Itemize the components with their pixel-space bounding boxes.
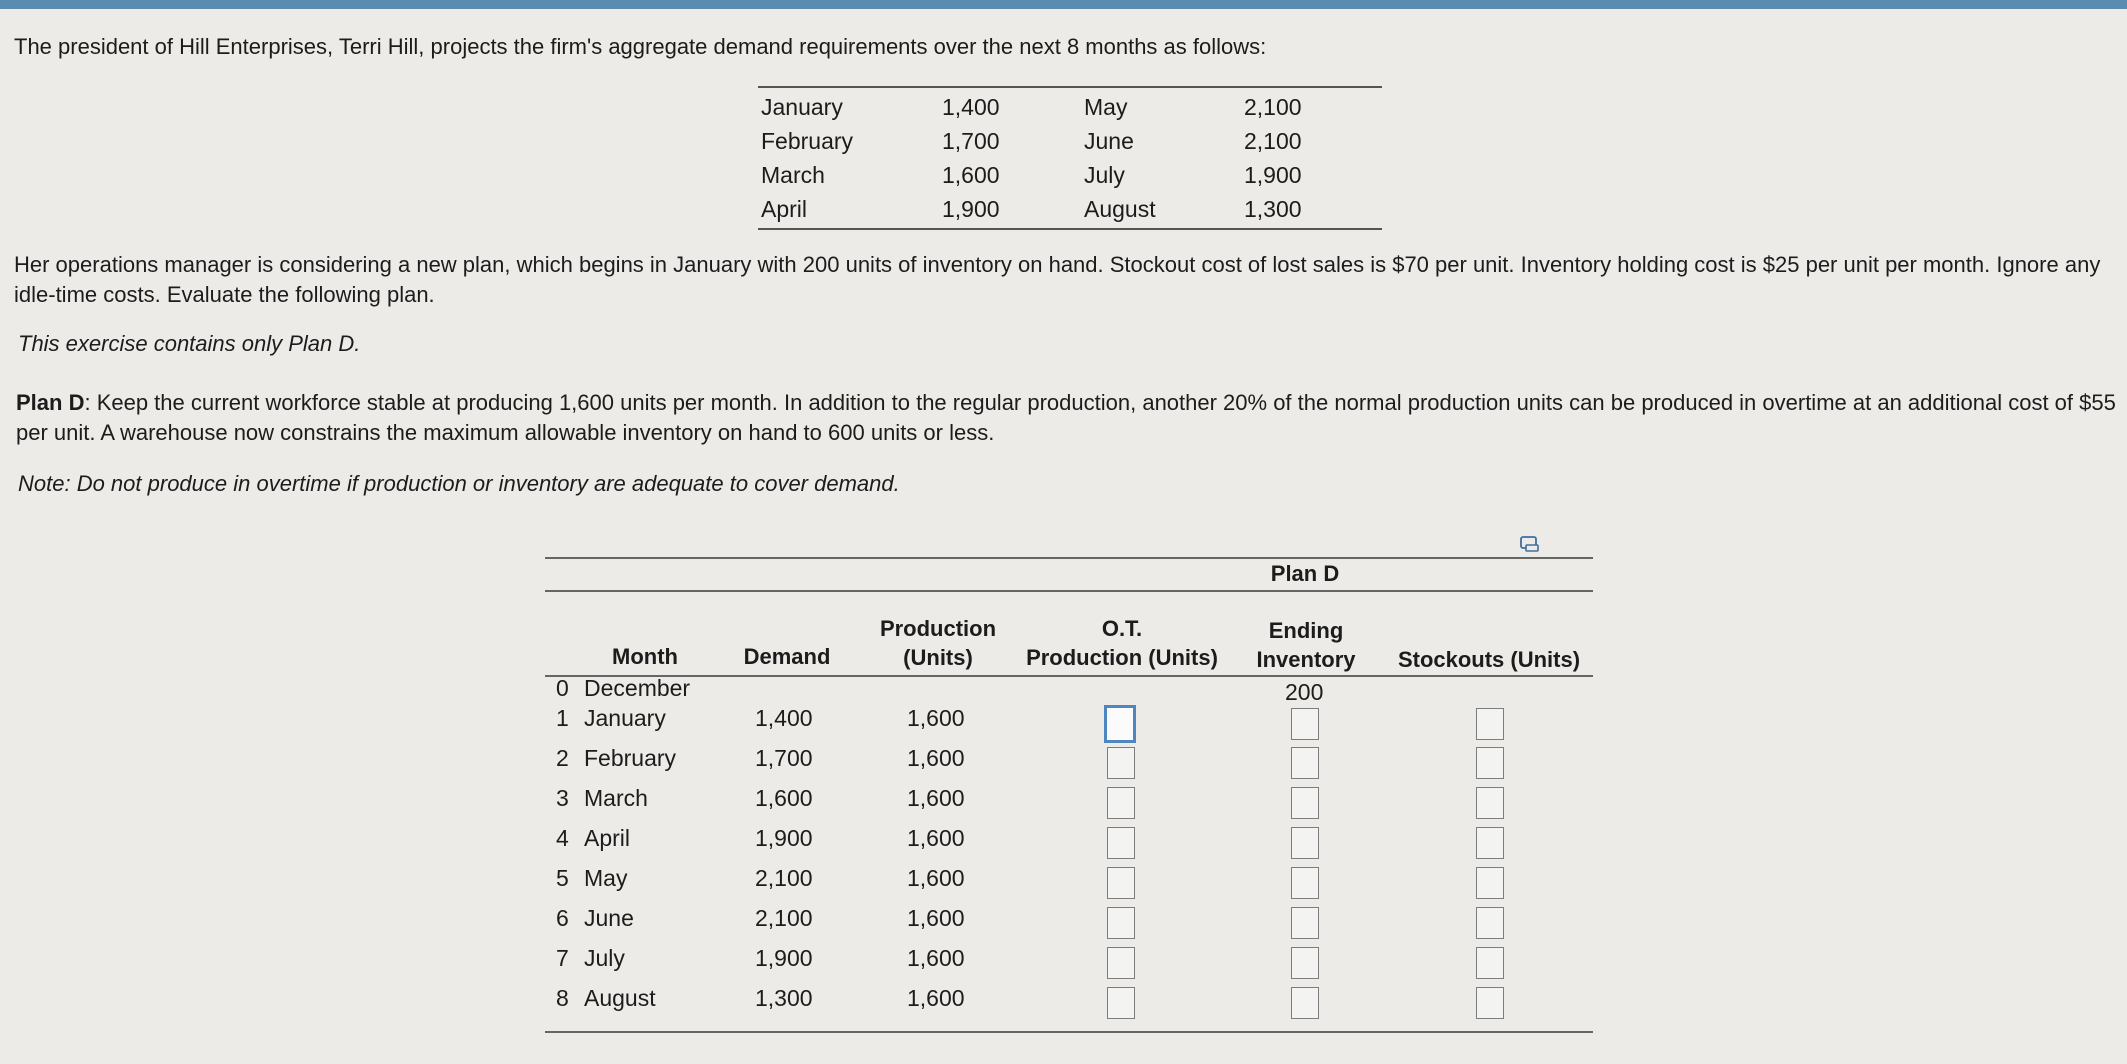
stockouts-input[interactable] <box>1476 708 1504 740</box>
row-demand: 1,900 <box>755 945 813 971</box>
header-month: Month <box>612 644 678 669</box>
row-production: 1,600 <box>907 745 965 771</box>
row-demand: 1,300 <box>755 985 813 1011</box>
row-demand: 1,900 <box>755 825 813 851</box>
row-number: 7 <box>556 945 569 971</box>
overtime-note: Note: Do not produce in overtime if production or inventory are adequate to cover demand. <box>18 471 900 496</box>
header-production-line2: (Units) <box>903 645 973 670</box>
demand-month: May <box>1084 94 1128 120</box>
row-production: 1,600 <box>907 985 965 1011</box>
row-demand: 1,400 <box>755 705 813 731</box>
demand-value: 2,100 <box>1244 94 1302 120</box>
row-demand: 2,100 <box>755 905 813 931</box>
stockouts-input[interactable] <box>1476 867 1504 899</box>
demand-month: February <box>761 128 854 154</box>
row-demand: 1,600 <box>755 785 813 811</box>
demand-month: January <box>761 94 843 120</box>
row-month: May <box>584 865 628 891</box>
row-production: 1,600 <box>907 905 965 931</box>
ending-inventory-input[interactable] <box>1291 827 1319 859</box>
row-number: 6 <box>556 905 569 931</box>
row-production: 1,600 <box>907 785 965 811</box>
ot-production-input[interactable] <box>1104 705 1136 743</box>
row-production: 1,600 <box>907 825 965 851</box>
demand-value: 1,900 <box>1244 162 1302 188</box>
demand-month: April <box>761 196 808 222</box>
table-title-rule <box>545 590 1593 592</box>
ending-inventory-input[interactable] <box>1291 787 1319 819</box>
ending-inventory-input[interactable] <box>1291 947 1319 979</box>
header-ot-line2: Production (Units) <box>1026 645 1218 670</box>
header-demand: Demand <box>743 644 831 669</box>
demand-month: June <box>1084 128 1134 154</box>
demand-value: 1,600 <box>942 162 1000 188</box>
ot-production-input[interactable] <box>1107 907 1135 939</box>
demand-value: 1,700 <box>942 128 1000 154</box>
top-accent-bar <box>0 0 2127 9</box>
row-month: March <box>584 785 648 811</box>
row-number: 3 <box>556 785 569 811</box>
demand-value: 1,400 <box>942 94 1000 120</box>
row-month: December <box>584 675 691 701</box>
demand-value: 2,100 <box>1244 128 1302 154</box>
ot-production-input[interactable] <box>1107 827 1135 859</box>
table-top-rule <box>545 557 1593 559</box>
demand-month: July <box>1084 162 1125 188</box>
row-number: 1 <box>556 705 569 731</box>
row-month: August <box>584 985 656 1011</box>
row-month: April <box>584 825 631 851</box>
ot-production-input[interactable] <box>1107 747 1135 779</box>
row-number: 0 <box>556 675 569 701</box>
demand-value: 1,300 <box>1244 196 1302 222</box>
demand-value: 1,900 <box>942 196 1000 222</box>
scenario-paragraph: Her operations manager is considering a new plan, which begins in January with 200 units of inventory on hand. Stockout cost of lost sales is $70 per unit. Inventory holding cost is $25 per unit per month. Ignore any idle-time costs. Evaluate the following plan. <box>14 252 2101 307</box>
ot-production-input[interactable] <box>1107 947 1135 979</box>
stockouts-input[interactable] <box>1476 747 1504 779</box>
stockouts-input[interactable] <box>1476 787 1504 819</box>
row-month: June <box>584 905 634 931</box>
row-number: 5 <box>556 865 569 891</box>
row-production: 1,600 <box>907 945 965 971</box>
row-demand: 2,100 <box>755 865 813 891</box>
row-number: 4 <box>556 825 569 851</box>
header-ending-line2: Inventory <box>1256 647 1356 672</box>
plan-d-label: Plan D <box>16 390 85 415</box>
exercise-note: This exercise contains only Plan D. <box>18 331 361 356</box>
row-month: January <box>584 705 666 731</box>
ending-inventory-input[interactable] <box>1291 708 1319 740</box>
stockouts-input[interactable] <box>1476 947 1504 979</box>
plan-d-description <box>16 388 2116 448</box>
row-number: 8 <box>556 985 569 1011</box>
ot-production-input[interactable] <box>1107 987 1135 1019</box>
header-ot-line1: O.T. <box>1101 616 1143 641</box>
ending-inventory-input[interactable] <box>1291 867 1319 899</box>
intro-text: The president of Hill Enterprises, Terri Hill, projects the firm's aggregate demand requirements over the next 8 months as follows: <box>14 34 1267 59</box>
row-demand: 1,700 <box>755 745 813 771</box>
ot-production-input[interactable] <box>1107 867 1135 899</box>
ending-inventory-input[interactable] <box>1291 747 1319 779</box>
ot-production-input[interactable] <box>1107 787 1135 819</box>
demand-month: March <box>761 162 825 188</box>
ending-inventory-input[interactable] <box>1291 987 1319 1019</box>
demand-table <box>758 86 1382 230</box>
row-production: 1,600 <box>907 865 965 891</box>
row-month: February <box>584 745 677 771</box>
row-number: 2 <box>556 745 569 771</box>
header-stockouts: Stockouts (Units) <box>1397 647 1581 672</box>
stockouts-input[interactable] <box>1476 907 1504 939</box>
stockouts-input[interactable] <box>1476 827 1504 859</box>
ending-inventory-input[interactable] <box>1291 907 1319 939</box>
stockouts-input[interactable] <box>1476 987 1504 1019</box>
copy-table-icon[interactable] <box>1520 536 1540 552</box>
row-month: July <box>584 945 625 971</box>
starting-inventory: 200 <box>1285 679 1324 705</box>
demand-month: August <box>1084 196 1156 222</box>
table-header-rule <box>545 675 1593 677</box>
plan-d-text: : Keep the current workforce stable at producing 1,600 units per month. In addition to the regular production, another 20% of the normal production units can be produced in overtime at an additional cost of $55 per unit. A warehouse now constrains the maximum allowable inventory on hand to 600 units or less. <box>16 390 2116 445</box>
plan-d-title: Plan D <box>1270 561 1340 586</box>
table-bottom-rule <box>545 1031 1593 1033</box>
row-production: 1,600 <box>907 705 965 731</box>
header-production-line1: Production <box>879 616 997 641</box>
header-ending-line1: Ending <box>1268 618 1344 643</box>
